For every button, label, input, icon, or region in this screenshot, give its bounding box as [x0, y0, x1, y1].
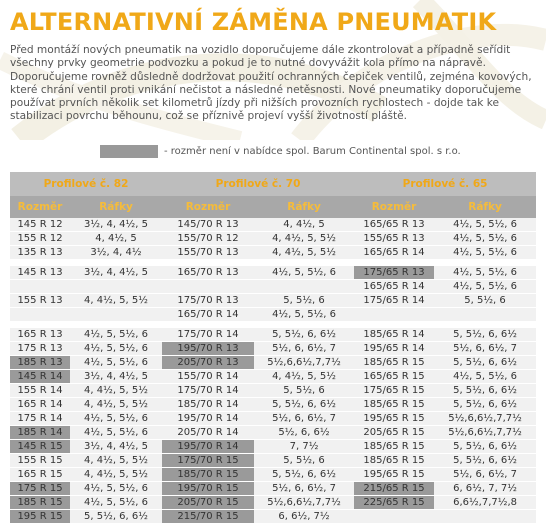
size-cell [354, 510, 434, 524]
rim-cell: 4, 4½, 5 [70, 232, 162, 246]
column-header: Ráfky [70, 196, 162, 218]
table-row [10, 280, 536, 294]
table-row [10, 384, 536, 398]
size-cell: 205/70 R 15 [162, 496, 254, 510]
table-row [10, 342, 536, 356]
group-header: Profilové č. 82 [10, 172, 162, 196]
table-row [10, 398, 536, 412]
rim-cell: 4½, 5, 5½, 6 [70, 412, 162, 426]
rim-cell: 3½, 4, 4½, 5 [70, 370, 162, 384]
size-cell: 155 R 13 [10, 294, 70, 308]
table-row [10, 308, 536, 322]
rim-cell: 4½, 5, 5½, 6 [434, 232, 536, 246]
rim-cell: 5½, 6, 6½ [254, 426, 354, 440]
rim-cell: 4, 4½, 5, 5½ [254, 246, 354, 260]
size-cell: 185/65 R 15 [354, 440, 434, 454]
group-header: Profilové č. 70 [162, 172, 354, 196]
size-cell: 185 R 13 [10, 356, 70, 370]
rim-cell: 5½,6,6½,7,7½ [434, 412, 536, 426]
table-row [10, 468, 536, 482]
rim-cell: 5, 5½, 6, 6½ [434, 398, 536, 412]
rim-cell: 4½, 5, 5½, 6 [434, 370, 536, 384]
rim-cell: 4, 4½, 5, 5½ [70, 454, 162, 468]
rim-cell: 6, 6½, 7½ [254, 510, 354, 524]
legend-swatch [100, 145, 158, 158]
rim-cell: 4, 4½, 5, 5½ [70, 384, 162, 398]
rim-cell: 4½, 5, 5½, 6 [70, 496, 162, 510]
rim-cell: 7, 7½ [254, 440, 354, 454]
table-row [10, 232, 536, 246]
size-cell: 185 R 15 [10, 496, 70, 510]
rim-cell: 4½, 5, 5½, 6 [434, 218, 536, 232]
rim-cell: 5½, 6, 6½, 7 [434, 342, 536, 356]
rim-cell: 4½, 5, 5½, 6 [70, 356, 162, 370]
size-cell: 165/65 R 14 [354, 246, 434, 260]
size-cell [10, 308, 70, 322]
table-row [10, 510, 536, 524]
size-cell: 195/70 R 13 [162, 342, 254, 356]
rim-cell: 4, 4½, 5 [254, 218, 354, 232]
rim-cell: 6, 6½, 7, 7½ [434, 482, 536, 496]
table-row [10, 246, 536, 260]
group-header-row [10, 172, 536, 196]
size-cell: 185/70 R 15 [162, 468, 254, 482]
size-cell: 175/70 R 13 [162, 294, 254, 308]
rim-cell: 4, 4½, 5, 5½ [70, 398, 162, 412]
column-header: Rozměr [10, 196, 70, 218]
size-cell: 155/70 R 12 [162, 232, 254, 246]
rim-cell: 4½, 5, 5½, 6 [70, 426, 162, 440]
rim-cell: 4½, 5, 5½, 6 [254, 308, 354, 322]
size-cell: 165 R 14 [10, 398, 70, 412]
size-cell: 145 R 15 [10, 440, 70, 454]
size-cell: 175/65 R 14 [354, 294, 434, 308]
rim-cell: 5, 5½, 6, 6½ [254, 328, 354, 342]
rim-cell [434, 510, 536, 524]
size-cell: 165/70 R 14 [162, 308, 254, 322]
rim-cell: 4½, 5, 5½, 6 [434, 280, 536, 294]
size-cell: 135 R 13 [10, 246, 70, 260]
rim-cell: 3½, 4, 4½ [70, 246, 162, 260]
table-row [10, 266, 536, 280]
size-cell: 185 R 14 [10, 426, 70, 440]
rim-cell: 4½, 5, 5½, 6 [70, 328, 162, 342]
rim-cell: 5, 5½, 6, 6½ [254, 398, 354, 412]
table-row [10, 482, 536, 496]
size-cell: 175/70 R 14 [162, 384, 254, 398]
size-cell: 205/70 R 13 [162, 356, 254, 370]
size-cell: 165/65 R 13 [354, 218, 434, 232]
size-cell: 155/65 R 13 [354, 232, 434, 246]
rim-cell: 5, 5½, 6 [254, 384, 354, 398]
group-header: Profilové č. 65 [354, 172, 536, 196]
rim-cell: 5, 5½, 6, 6½ [434, 440, 536, 454]
size-cell: 145 R 14 [10, 370, 70, 384]
page-title: ALTERNATIVNÍ ZÁMĚNA PNEUMATIK [10, 8, 497, 36]
size-cell: 195/65 R 15 [354, 412, 434, 426]
size-cell: 145 R 13 [10, 266, 70, 280]
rim-cell: 4, 4½, 5, 5½ [254, 370, 354, 384]
rim-cell: 4½, 5, 5½, 6 [434, 246, 536, 260]
size-cell: 165/70 R 13 [162, 266, 254, 280]
table-row [10, 496, 536, 510]
table-row [10, 454, 536, 468]
rim-cell: 4½, 5, 5½, 6 [70, 342, 162, 356]
rim-cell: 4, 4½, 5, 5½ [70, 468, 162, 482]
column-header-row [10, 196, 536, 218]
rim-cell: 3½, 4, 4½, 5 [70, 440, 162, 454]
size-cell: 195/65 R 14 [354, 342, 434, 356]
table-body [10, 218, 536, 524]
size-cell: 145/70 R 13 [162, 218, 254, 232]
size-cell: 185/65 R 14 [354, 328, 434, 342]
size-cell: 195/65 R 15 [354, 468, 434, 482]
size-cell: 215/70 R 15 [162, 510, 254, 524]
size-cell [354, 308, 434, 322]
rim-cell: 5, 5½, 6, 6½ [434, 454, 536, 468]
size-cell: 165/65 R 14 [354, 280, 434, 294]
rim-cell: 5½, 6, 6½, 7 [254, 482, 354, 496]
rim-cell: 5, 5½, 6 [254, 454, 354, 468]
size-cell: 155/70 R 14 [162, 370, 254, 384]
column-header: Rozměr [354, 196, 434, 218]
rim-cell [70, 280, 162, 294]
size-cell: 185/65 R 15 [354, 356, 434, 370]
rim-cell: 4½, 5, 5½, 6 [70, 482, 162, 496]
rim-cell: 5, 5½, 6, 6½ [434, 328, 536, 342]
rim-cell: 5½, 6, 6½, 7 [254, 342, 354, 356]
size-cell: 155/70 R 13 [162, 246, 254, 260]
legend-text: - rozměr není v nabídce spol. Barum Continental spol. s r.o. [164, 146, 461, 157]
size-cell: 185/65 R 15 [354, 454, 434, 468]
size-cell: 175 R 13 [10, 342, 70, 356]
size-cell: 155 R 15 [10, 454, 70, 468]
rim-cell: 5½,6,6½,7,7½ [434, 426, 536, 440]
size-cell: 225/65 R 15 [354, 496, 434, 510]
size-cell: 165 R 13 [10, 328, 70, 342]
table-row [10, 412, 536, 426]
rim-cell: 5½,6,6½,7,7½ [254, 356, 354, 370]
column-header: Rozměr [162, 196, 254, 218]
table-row [10, 294, 536, 308]
size-cell: 205/65 R 15 [354, 426, 434, 440]
size-cell: 175/65 R 15 [354, 384, 434, 398]
size-cell: 175 R 15 [10, 482, 70, 496]
rim-cell: 5, 5½, 6, 6½ [70, 510, 162, 524]
size-cell: 175/70 R 14 [162, 328, 254, 342]
size-cell: 155 R 12 [10, 232, 70, 246]
intro-paragraph: Před montáží nových pneumatik na vozidlo doporučujeme dále zkontrolovat a případně seřídit všechny prvky geometrie podvozku a pokud je to nutné dovyvážit kola přímo na nápravě. Doporučujeme rovněž důsledně dodržovat použití ochranných čepiček ventilů, zejména kovových, které chrání ventil proti vnikání nečistot a následné netěsnosti. Nové pneumatiky doporučujeme používat prvních několik set kilometrů jízdy při nižších provozních rychlostech - dojde tak ke stabilizaci povrchu běhounu, což se příznivě projeví vyšší životností pláště. [10, 44, 532, 123]
size-cell: 175/70 R 15 [162, 454, 254, 468]
size-cell: 175 R 14 [10, 412, 70, 426]
size-cell [162, 280, 254, 294]
rim-cell: 3½, 4, 4½, 5 [70, 266, 162, 280]
legend [100, 145, 461, 158]
rim-cell: 5½,6,6½,7,7½ [254, 496, 354, 510]
column-header: Ráfky [254, 196, 354, 218]
size-cell: 185/65 R 15 [354, 398, 434, 412]
table-row [10, 328, 536, 342]
rim-cell: 5, 5½, 6, 6½ [254, 468, 354, 482]
table-row [10, 426, 536, 440]
size-cell: 195/70 R 14 [162, 440, 254, 454]
rim-cell: 5, 5½, 6 [434, 294, 536, 308]
rim-cell: 4½, 5, 5½, 6 [434, 266, 536, 280]
rim-cell [434, 308, 536, 322]
size-cell [10, 280, 70, 294]
size-cell: 145 R 12 [10, 218, 70, 232]
table-row [10, 356, 536, 370]
size-cell: 165 R 15 [10, 468, 70, 482]
rim-cell: 6,6½,7,7½,8 [434, 496, 536, 510]
rim-cell: 4½, 5, 5½, 6 [254, 266, 354, 280]
column-header: Ráfky [434, 196, 536, 218]
size-cell: 165/65 R 15 [354, 370, 434, 384]
size-cell: 195/70 R 15 [162, 482, 254, 496]
rim-cell: 3½, 4, 4½, 5 [70, 218, 162, 232]
size-cell: 195/70 R 14 [162, 412, 254, 426]
size-cell: 185/70 R 14 [162, 398, 254, 412]
rim-cell: 5½, 6, 6½, 7 [434, 468, 536, 482]
rim-cell: 5, 5½, 6, 6½ [434, 384, 536, 398]
table-row [10, 370, 536, 384]
size-cell: 205/70 R 14 [162, 426, 254, 440]
rim-cell: 5, 5½, 6 [254, 294, 354, 308]
rim-cell: 5½, 6, 6½, 7 [254, 412, 354, 426]
rim-cell: 4, 4½, 5, 5½ [254, 232, 354, 246]
rim-cell [70, 308, 162, 322]
size-cell: 155 R 14 [10, 384, 70, 398]
rim-cell: 5, 5½, 6, 6½ [434, 356, 536, 370]
size-cell: 215/65 R 15 [354, 482, 434, 496]
size-cell: 195 R 15 [10, 510, 70, 524]
size-cell: 175/65 R 13 [354, 266, 434, 280]
table-row [10, 218, 536, 232]
rim-cell [254, 280, 354, 294]
rim-cell: 4, 4½, 5, 5½ [70, 294, 162, 308]
table-row [10, 440, 536, 454]
tire-alternatives-table [10, 172, 536, 524]
